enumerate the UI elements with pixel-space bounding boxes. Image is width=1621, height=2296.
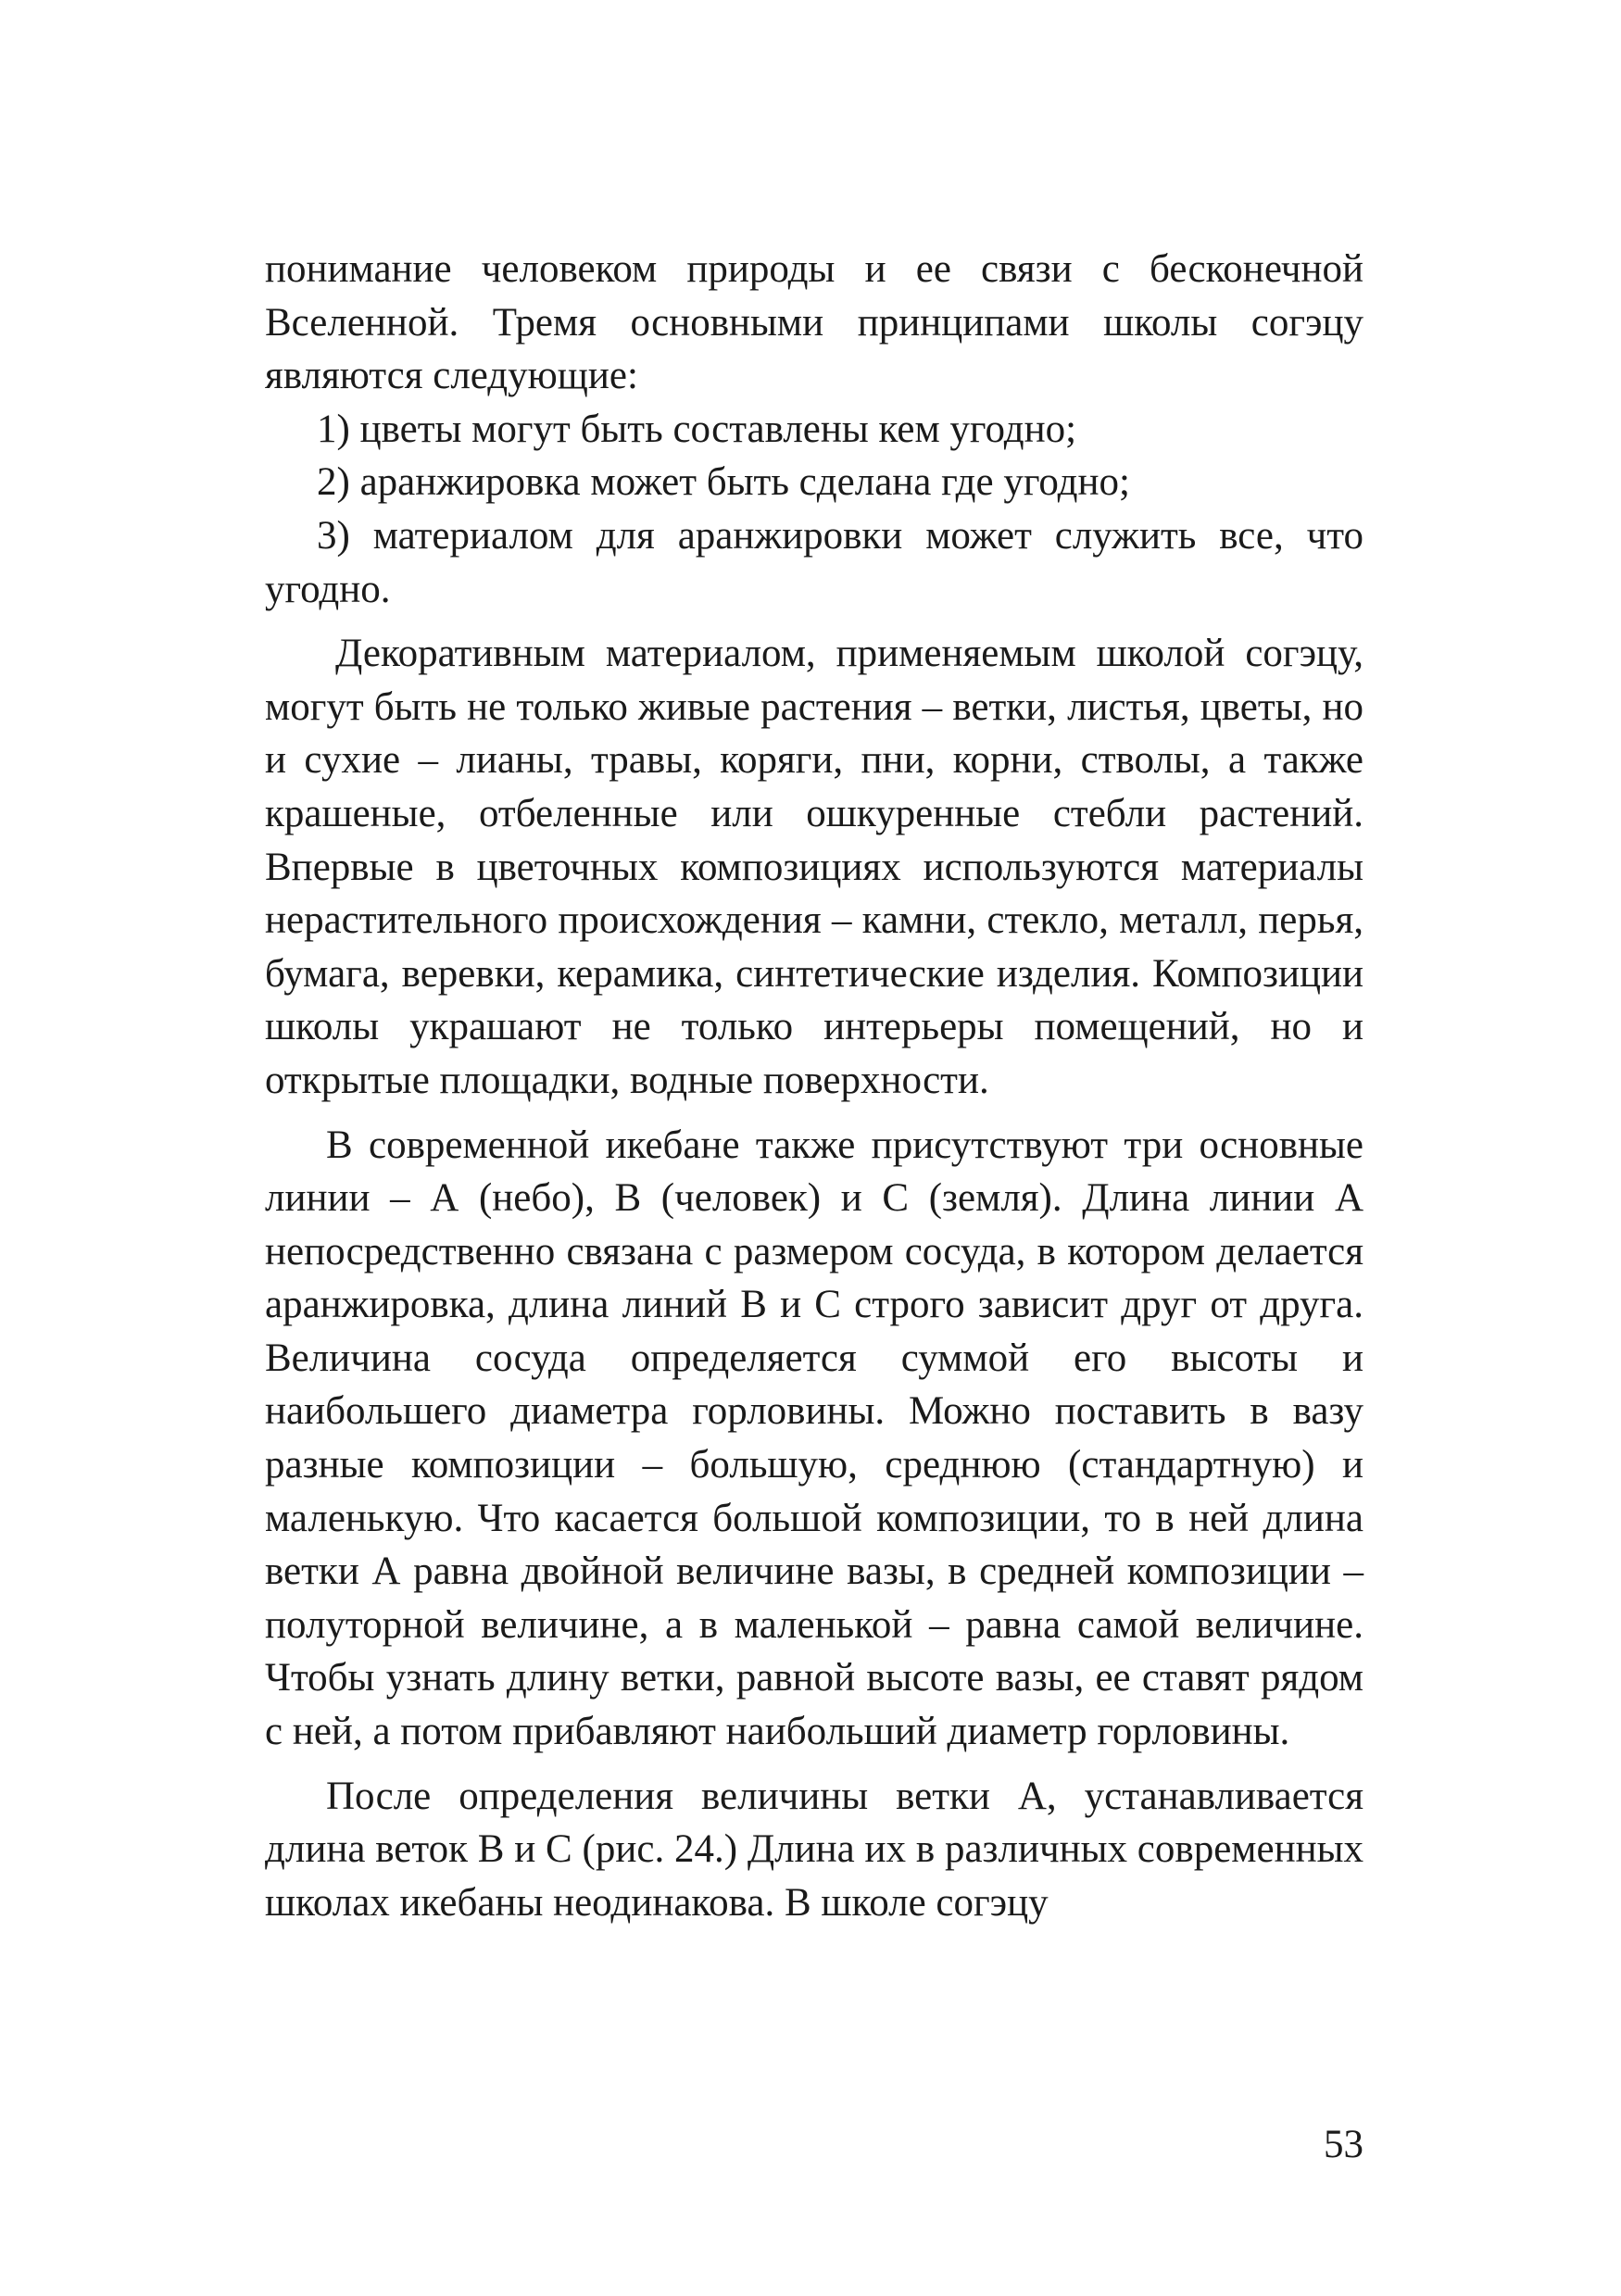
list-item-3: 3) материалом для аранжировки может служить все, что угодно. (265, 513, 1363, 611)
paragraph-decorative-material: Декоративным материалом, применяемым школой согэцу, могут быть не только живые растения – ветки, листья, цветы, но и сухие – лианы, травы, коряги, пни, корни, стволы, а также крашеные, отбеленные или ошкуренные стебли растений. Впервые в цветочных композициях используются материалы нерастительного происхождения – камни, стекло, металл, перья, бумага, веревки, керамика, синтетические изделия. Композиции школы украшают не только интерьеры помещений, но и открытые площадки, водные поверхности. (265, 632, 1363, 1102)
paragraph-continuation: понимание человеком природы и ее связи с бесконечной Вселенной. Тремя основными принципами школы согэцу являются следующие: (265, 247, 1363, 398)
paragraph-branch-lengths: После определения величины ветки А, устанавливается длина веток В и С (рис. 24.) Длина их в различных современных школах икебаны неодинакова. В школе согэцу (265, 1774, 1363, 1925)
list-item-1: 1) цветы могут быть составлены кем угодно; (317, 407, 1077, 451)
paragraph-modern-ikebana: В современной икебане также присутствуют три основные линии – А (небо), В (человек) и С (земля). Длина линии А непосредственно связана с размером сосуда, в котором делается аранжировка, длина линий В и С строго зависит друг от друга. Величина сосуда определяется суммой его высоты и наибольшего диаметра горловины. Можно поставить в вазу разные композиции – большую, среднюю (стандартную) и маленькую. Что касается большой композиции, то в ней длина ветки А равна двойной величине вазы, в средней композиции – полуторной величине, а в маленькой – равна самой величине. Чтобы узнать длину ветки, равной высоте вазы, ее ставят рядом с ней, а потом прибавляют наибольший диаметр горловины. (265, 1123, 1363, 1754)
page-number: 53 (1324, 2123, 1363, 2166)
list-item-2: 2) аранжировка может быть сделана где угодно; (317, 460, 1130, 505)
body-text (265, 243, 1363, 1929)
